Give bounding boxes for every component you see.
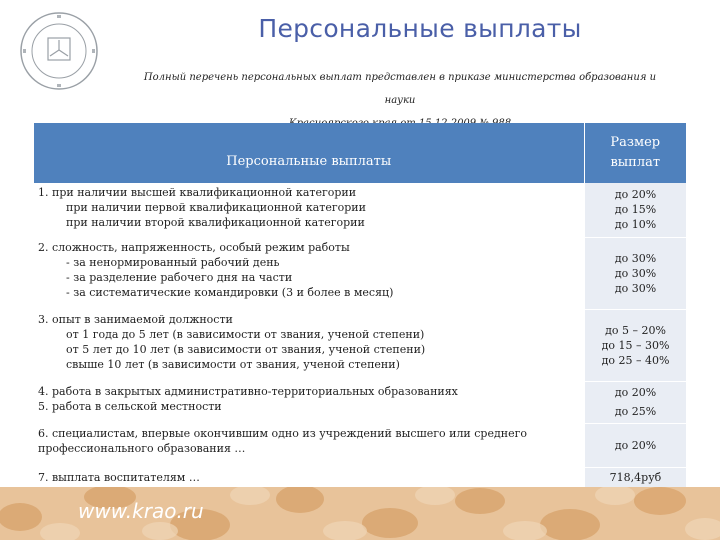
amount-value: до 20% [614, 438, 657, 452]
row-amount [584, 381, 686, 423]
website-link[interactable]: www.krao.ru [78, 499, 204, 523]
amount-value: до 25 – 40% [601, 353, 670, 367]
row-amount [584, 467, 686, 487]
table-row [34, 237, 686, 309]
row-amount [584, 183, 686, 237]
row-line: - за ненормированный рабочий день [66, 255, 280, 269]
amount-value: до 5 – 20% [605, 323, 666, 337]
amount-value: до 20% [614, 188, 657, 202]
row-amount [584, 423, 686, 467]
amount-value: 718,4руб [609, 470, 662, 484]
row-line: 1. при наличии высшей квалификационной категории [38, 186, 357, 199]
table-row [34, 381, 686, 423]
amount-value: до 30% [614, 251, 657, 265]
row-line: 7. выплата воспитателям … [38, 470, 200, 484]
footer-banner [0, 487, 720, 540]
page-title: Персональные выплаты [258, 14, 582, 43]
row-line: свыше 10 лет (в зависимости от звания, ученой степени) [66, 357, 400, 371]
row-description [34, 183, 584, 237]
amount-value: до 15 – 30% [601, 338, 670, 352]
row-description [34, 423, 584, 467]
row-line: 3. опыт в занимаемой должности [38, 312, 233, 326]
row-line: 4. работа в закрытых административно-территориальных образованиях [38, 384, 458, 398]
emblem-logo [18, 10, 100, 92]
row-line: 6. специалистам, впервые окончившим одно из учреждений высшего или среднего [38, 426, 527, 440]
column-header-amount: Размер выплат [584, 123, 686, 183]
row-description [34, 309, 584, 381]
table-row [34, 423, 686, 467]
row-line: - за разделение рабочего дня на части [66, 270, 293, 284]
row-description [34, 381, 584, 423]
row-line: - за систематические командировки (3 и более в месяц) [66, 285, 394, 299]
amount-value: до 25% [614, 405, 657, 418]
amount-value: до 20% [614, 386, 657, 399]
amount-value: до 15% [614, 203, 657, 217]
row-line: 5. работа в сельской местности [38, 399, 222, 413]
amount-value: до 10% [614, 218, 657, 232]
table-row [34, 183, 686, 237]
row-amount [584, 237, 686, 309]
row-line: профессионального образования … [38, 441, 246, 455]
table-row [34, 309, 686, 381]
row-line: при наличии второй квалификационной категории [66, 216, 365, 229]
row-amount [584, 309, 686, 381]
subtitle-line-1: Полный перечень персональных выплат представлен в приказе министерства образования и науки [143, 72, 657, 106]
payments-table [34, 123, 686, 488]
row-line: от 5 лет до 10 лет (в зависимости от звания, ученой степени) [66, 342, 426, 356]
row-description [34, 467, 584, 487]
row-line: при наличии первой квалификационной категории [66, 201, 366, 214]
row-description [34, 237, 584, 309]
column-header-payments: Персональные выплаты [34, 123, 584, 183]
row-line: от 1 года до 5 лет (в зависимости от звания, ученой степени) [66, 327, 425, 341]
table-header-row [34, 123, 686, 183]
row-line: 2. сложность, напряженность, особый режим работы [38, 240, 350, 254]
amount-value: до 30% [614, 281, 657, 295]
amount-value: до 30% [614, 266, 657, 280]
table-row [34, 467, 686, 487]
